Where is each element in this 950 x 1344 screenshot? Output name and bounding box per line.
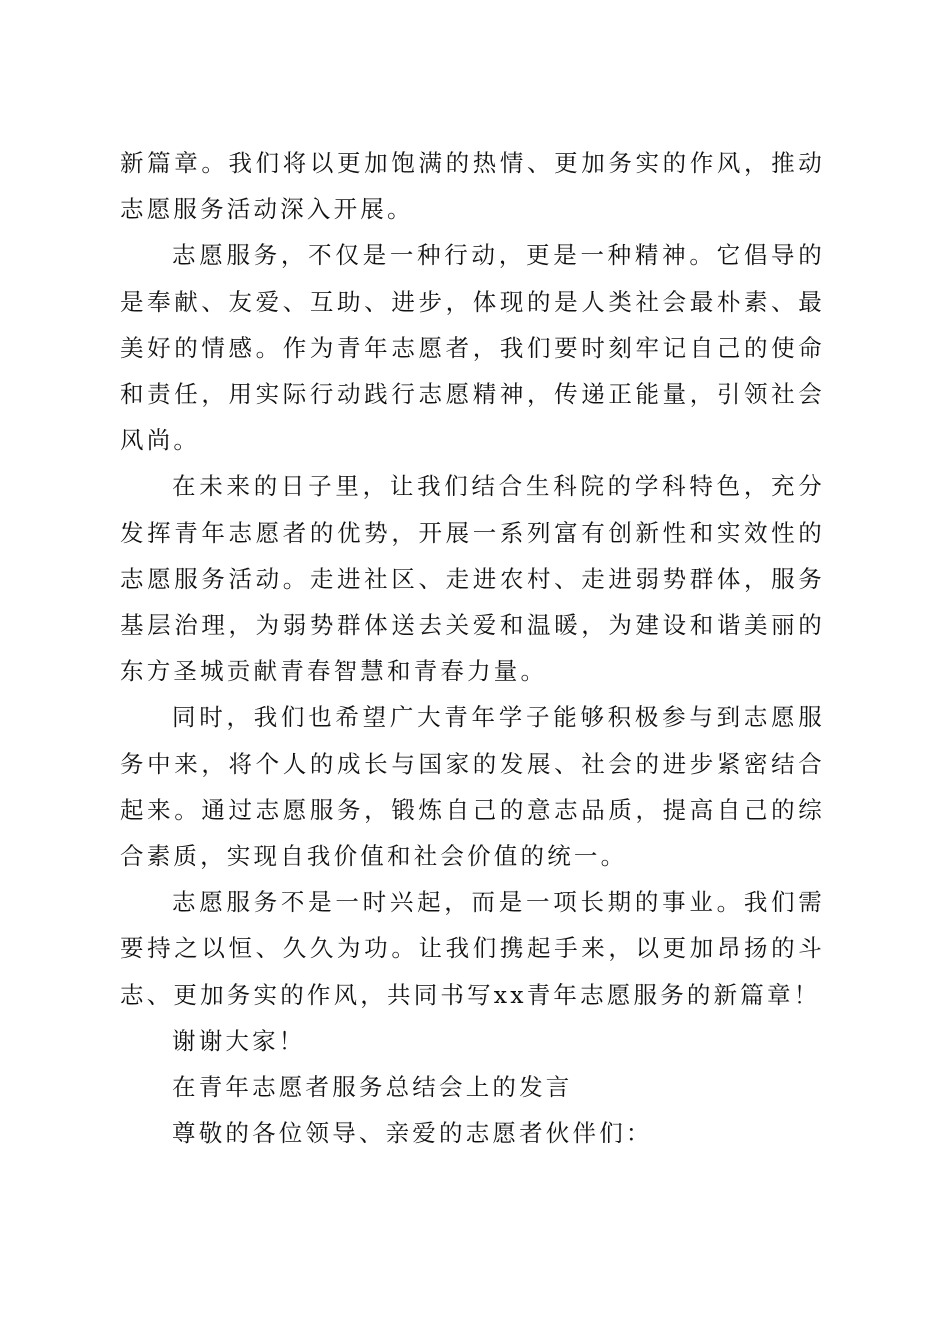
paragraph-thanks: 谢谢大家！ xyxy=(172,1026,306,1055)
paragraph-continuation: 新篇章。我们将以更加饱满的热情、更加务实的作风，推动志愿服务活动深入开展。 xyxy=(120,149,825,224)
speech-title: 在青年志愿者服务总结会上的发言 xyxy=(172,1073,573,1102)
paragraph-long-term-cause: 志愿服务不是一时兴起，而是一项长期的事业。我们需要持之以恒、久久为功。让我们携起手来，以更加昂扬的斗志、更加务实的作风，共同书写xx青年志愿服务的新篇章！ xyxy=(120,888,825,1009)
paragraph-future-plans: 在未来的日子里，让我们结合生科院的学科特色，充分发挥青年志愿者的优势，开展一系列富有创新性和实效性的志愿服务活动。走进社区、走进农村、走进弱势群体，服务基层治理，为弱势群体送去关爱和温暖，为建设和谐美丽的东方圣城贡献青春智慧和青春力量。 xyxy=(120,472,825,686)
salutation: 尊敬的各位领导、亲爱的志愿者伙伴们： xyxy=(172,1119,653,1148)
paragraph-volunteer-spirit: 志愿服务，不仅是一种行动，更是一种精神。它倡导的是奉献、友爱、互助、进步，体现的是人类社会最朴素、最美好的情感。作为青年志愿者，我们要时刻牢记自己的使命和责任，用实际行动践行志愿精神，传递正能量，引领社会风尚。 xyxy=(120,241,825,455)
document-body xyxy=(120,140,825,1156)
paragraph-hope-students: 同时，我们也希望广大青年学子能够积极参与到志愿服务中来，将个人的成长与国家的发展、社会的进步紧密结合起来。通过志愿服务，锻炼自己的意志品质，提高自己的综合素质，实现自我价值和社会价值的统一。 xyxy=(120,703,825,871)
